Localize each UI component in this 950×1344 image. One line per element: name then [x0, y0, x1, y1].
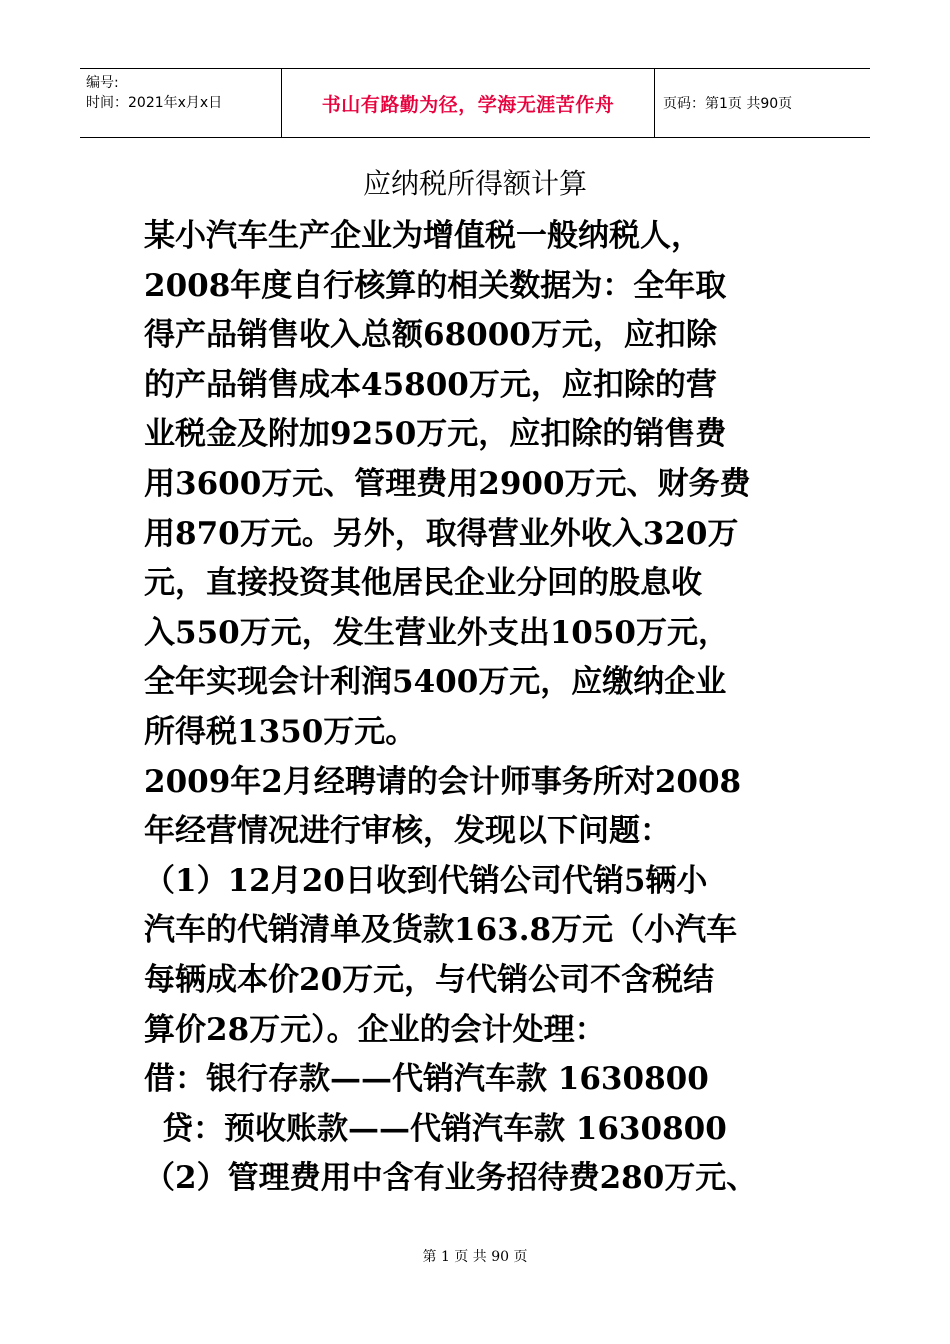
body-line: 某小汽车生产企业为增值税一般纳税人，	[144, 218, 702, 254]
document-title: 应纳税所得额计算	[362, 167, 587, 200]
header-motto: 书山有路勤为径，学海无涯苦作舟	[282, 69, 655, 137]
body-line: 元，直接投资其他居民企业分回的股息收	[144, 565, 702, 602]
body-line: 得产品销售收入总额68000万元，应扣除	[144, 317, 717, 354]
body-line: （2）管理费用中含有业务招待费280万元、	[144, 1160, 758, 1197]
body-line: （1）12月20日收到代销公司代销5辆小	[144, 862, 708, 899]
body-line: 年经营情况进行审核，发现以下问题：	[144, 813, 671, 850]
body-line: 业税金及附加9250万元，应扣除的销售费	[144, 416, 727, 453]
body-line: 每辆成本价20万元，与代销公司不含税结	[144, 961, 715, 998]
body-line: 全年实现会计利润5400万元，应缴纳企业	[144, 664, 727, 701]
header-meta	[80, 69, 282, 137]
body-line: 算价28万元）。企业的会计处理：	[144, 1011, 606, 1048]
body-line: 所得税1350万元。	[144, 713, 417, 750]
body-line: 用870万元。另外，取得营业外收入320万	[144, 515, 739, 552]
body-line: 入550万元，发生营业外支出1050万元，	[144, 614, 729, 651]
header-page-info: 页码：第1页 共90页	[663, 96, 793, 112]
body-line: 汽车的代销清单及货款163.8万元（小汽车	[144, 912, 738, 949]
document-date: 时间：2021年x月x日	[86, 95, 223, 111]
body-line: 2009年2月经聘请的会计师事务所对2008	[144, 763, 742, 800]
document-body	[144, 212, 814, 1204]
journal-entry-credit: 贷：预收账款——代销汽车款 1630800	[162, 1110, 727, 1147]
header-table	[80, 68, 870, 138]
body-line: 2008年度自行核算的相关数据为：全年取	[144, 267, 727, 304]
page-footer: 第 1 页 共 90 页	[422, 1249, 528, 1265]
body-line: 用3600万元、管理费用2900万元、财务费	[144, 465, 751, 502]
journal-entry-debit: 借：银行存款——代销汽车款 1630800	[144, 1061, 709, 1098]
body-line: 的产品销售成本45800万元，应扣除的营	[144, 366, 717, 403]
document-number-label: 编号:	[86, 75, 119, 91]
